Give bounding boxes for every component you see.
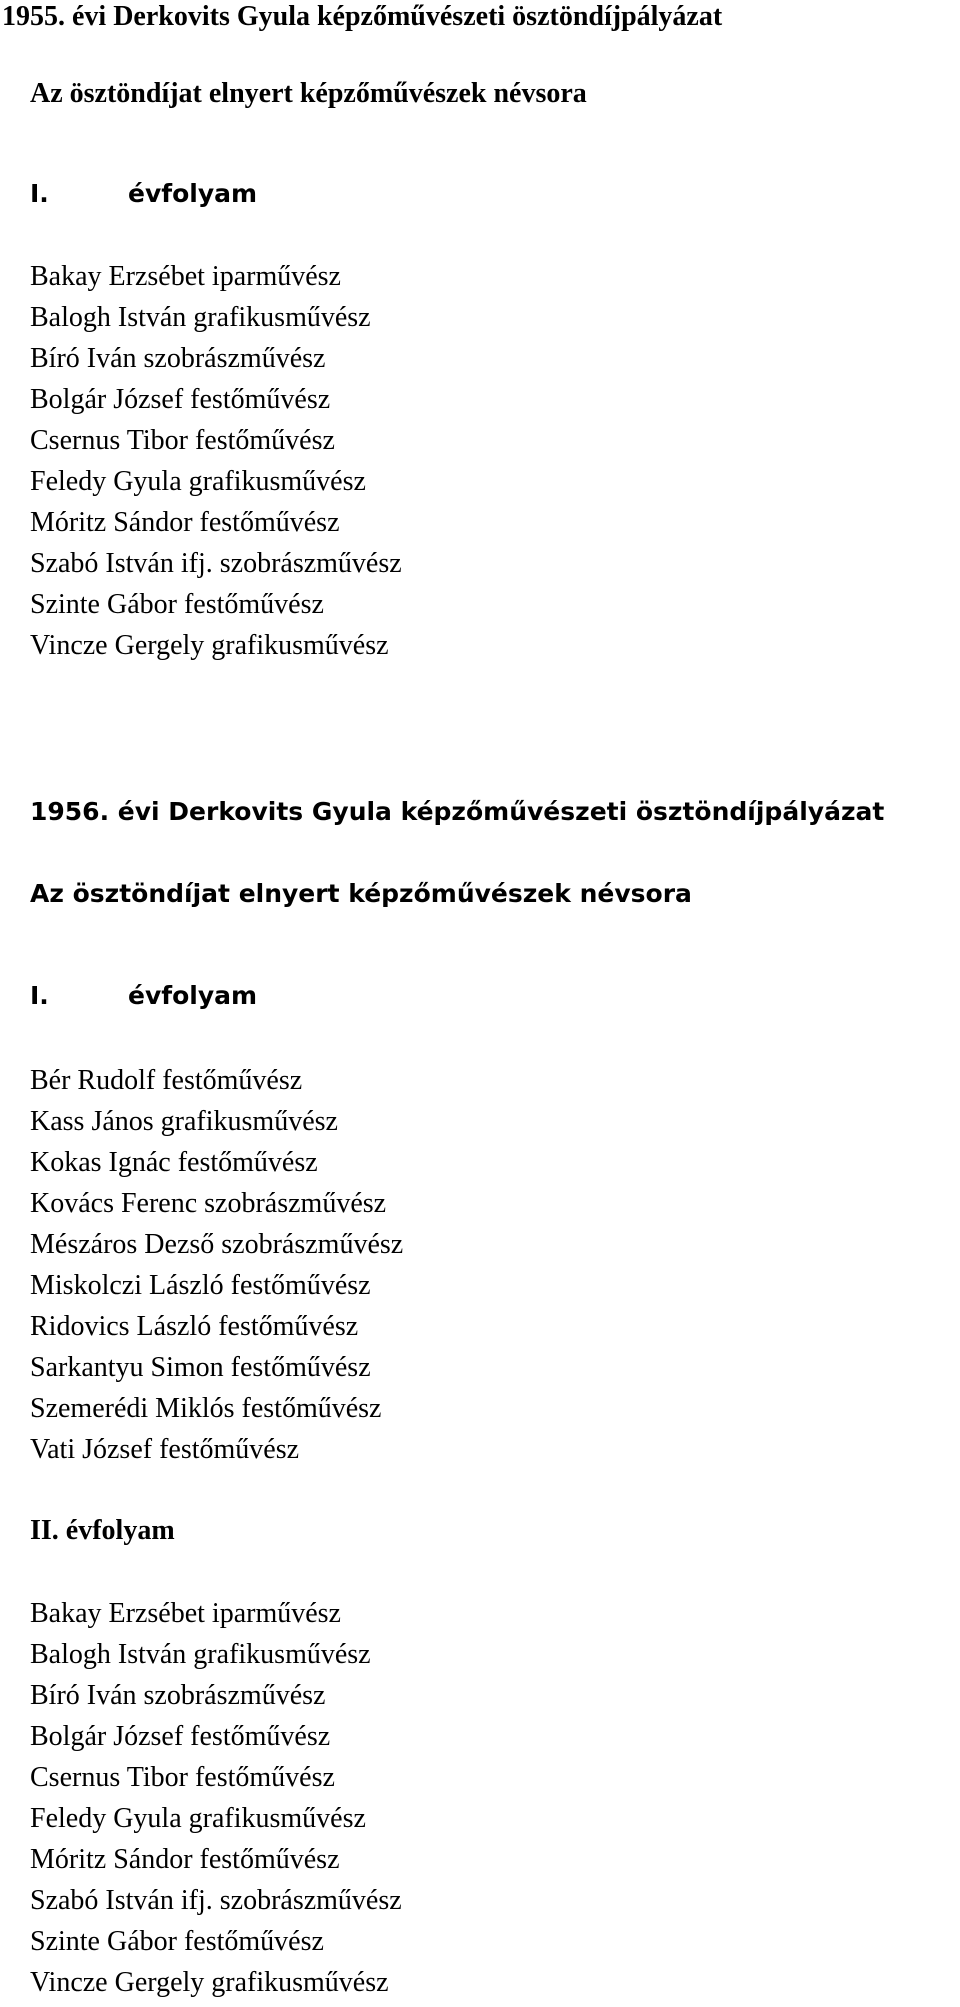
- list-item: Bakay Erzsébet iparművész: [30, 1598, 341, 1629]
- list-item: Szinte Gábor festőművész: [30, 1926, 324, 1957]
- list-item: Bíró Iván szobrászművész: [30, 343, 326, 374]
- list-item: Balogh István grafikusművész: [30, 1639, 371, 1670]
- list-item: Bíró Iván szobrászművész: [30, 1680, 326, 1711]
- year-label: évfolyam: [128, 179, 258, 208]
- list-item: Ridovics László festőművész: [30, 1311, 359, 1342]
- list-item: Vincze Gergely grafikusművész: [30, 1967, 389, 1998]
- list-item: Feledy Gyula grafikusművész: [30, 466, 366, 497]
- list-item: Kokas Ignác festőművész: [30, 1147, 318, 1178]
- section-1956-year1-list: [30, 1060, 403, 1470]
- year-roman: I.: [30, 179, 49, 208]
- section-1956-year1-heading: [30, 979, 257, 1013]
- list-item: Szabó István ifj. szobrászművész: [30, 548, 402, 579]
- list-item: Vati József festőművész: [30, 1434, 300, 1465]
- list-item: Mészáros Dezső szobrászművész: [30, 1229, 404, 1260]
- list-item: Balogh István grafikusművész: [30, 302, 371, 333]
- section-1956-year2-list: [30, 1593, 402, 2003]
- list-item: Miskolczi László festőművész: [30, 1270, 371, 1301]
- list-item: Bakay Erzsébet iparművész: [30, 261, 341, 292]
- list-item: Vincze Gergely grafikusművész: [30, 630, 389, 661]
- list-item: Szemerédi Miklós festőművész: [30, 1393, 382, 1424]
- list-item: Szabó István ifj. szobrászművész: [30, 1885, 402, 1916]
- section-1955-year1-list: [30, 256, 402, 666]
- list-item: Kovács Ferenc szobrászművész: [30, 1188, 387, 1219]
- section-1955-title: 1955. évi Derkovits Gyula képzőművészeti ösztöndíjpályázat: [2, 1, 723, 32]
- list-item: Bér Rudolf festőművész: [30, 1065, 303, 1096]
- section-1955-year1-heading: [30, 177, 257, 211]
- list-item: Kass János grafikusművész: [30, 1106, 338, 1137]
- section-1956-year2-heading: II. évfolyam: [30, 1515, 175, 1546]
- list-item: Csernus Tibor festőművész: [30, 425, 335, 456]
- list-item: Móritz Sándor festőművész: [30, 1844, 340, 1875]
- year-roman: I.: [30, 981, 49, 1010]
- section-1956-title: 1956. évi Derkovits Gyula képzőművészeti ösztöndíjpályázat: [30, 797, 885, 826]
- section-1955-subtitle: Az ösztöndíjat elnyert képzőművészek névsora: [30, 78, 587, 109]
- list-item: Bolgár József festőművész: [30, 1721, 331, 1752]
- list-item: Csernus Tibor festőművész: [30, 1762, 335, 1793]
- year-label: évfolyam: [128, 981, 258, 1010]
- section-1956-subtitle: Az ösztöndíjat elnyert képzőművészek névsora: [30, 879, 692, 908]
- list-item: Bolgár József festőművész: [30, 384, 331, 415]
- list-item: Sarkantyu Simon festőművész: [30, 1352, 371, 1383]
- list-item: Móritz Sándor festőművész: [30, 507, 340, 538]
- list-item: Feledy Gyula grafikusművész: [30, 1803, 366, 1834]
- list-item: Szinte Gábor festőművész: [30, 589, 324, 620]
